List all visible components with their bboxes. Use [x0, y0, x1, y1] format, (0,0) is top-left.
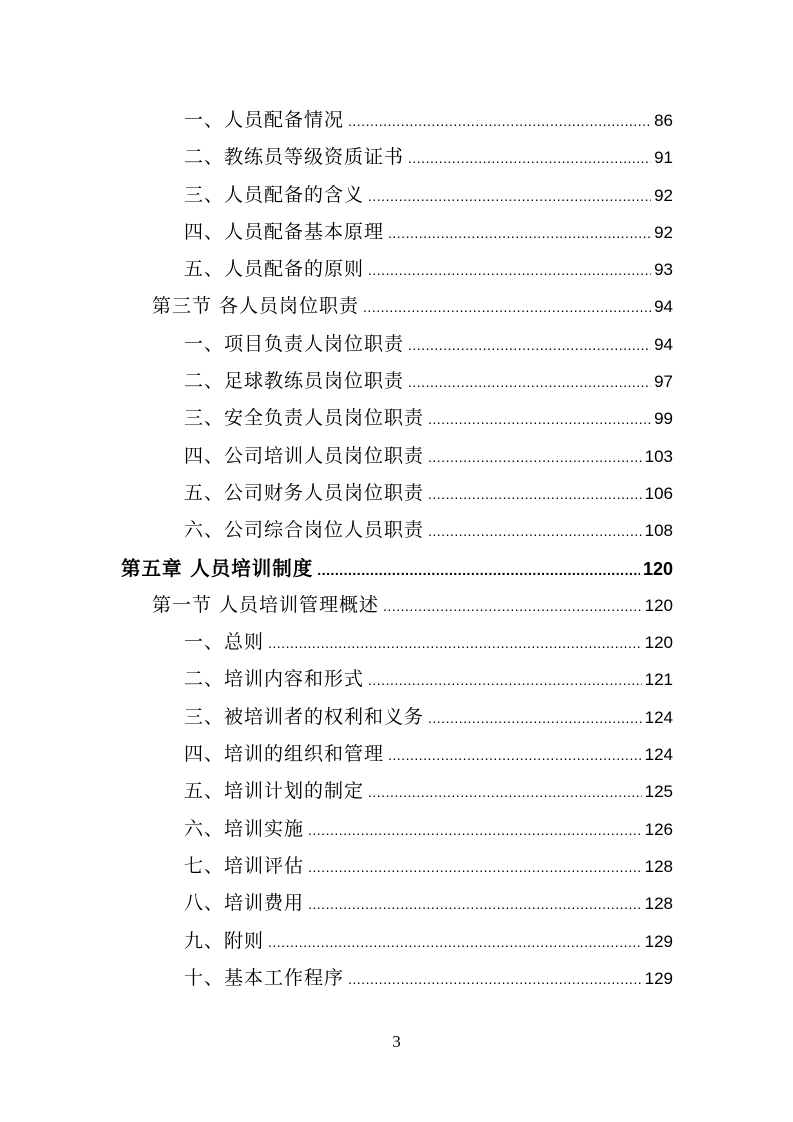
toc-section-entry[interactable] — [0, 587, 793, 624]
toc-section-entry[interactable] — [0, 288, 793, 325]
toc-entry[interactable] — [0, 624, 793, 661]
toc-entry-page: 97 — [654, 372, 673, 392]
toc-chapter-entry[interactable] — [0, 550, 793, 587]
toc-entry-page: 124 — [644, 745, 673, 765]
toc-entry-page: 103 — [644, 446, 673, 466]
toc-entry[interactable] — [0, 885, 793, 922]
toc-entry-page: 92 — [654, 222, 673, 242]
toc-entry-label: 三、安全负责人员岗位职责 — [184, 407, 425, 430]
toc-entry-label: 二、足球教练员岗位职责 — [184, 370, 405, 393]
toc-entry[interactable] — [0, 326, 793, 363]
toc-dot-leader — [388, 215, 651, 252]
toc-dot-leader — [368, 178, 651, 215]
toc-entry-label: 七、培训评估 — [184, 854, 305, 877]
toc-dot-leader — [317, 552, 640, 589]
toc-entry-label: 一、总则 — [184, 631, 265, 654]
toc-dot-leader — [268, 625, 642, 662]
toc-dot-leader — [368, 662, 642, 699]
table-of-contents — [0, 102, 793, 997]
toc-entry[interactable] — [0, 177, 793, 214]
toc-dot-leader — [428, 476, 642, 513]
toc-entry[interactable] — [0, 475, 793, 512]
toc-entry-page: 121 — [644, 670, 673, 690]
toc-entry[interactable] — [0, 699, 793, 736]
toc-entry-page: 86 — [654, 111, 673, 130]
toc-entry-page: 93 — [654, 260, 673, 280]
toc-entry-label: 八、培训费用 — [184, 892, 305, 915]
toc-entry[interactable] — [0, 773, 793, 810]
toc-entry-page: 129 — [644, 968, 673, 988]
toc-entry-page: 120 — [644, 595, 673, 615]
page-number: 3 — [392, 1032, 401, 1051]
toc-entry[interactable] — [0, 512, 793, 549]
toc-entry-page: 125 — [644, 782, 673, 802]
toc-entry-label: 第五章 人员培训制度 — [121, 556, 314, 580]
toc-entry[interactable] — [0, 363, 793, 400]
toc-entry[interactable] — [0, 251, 793, 288]
toc-entry[interactable] — [0, 400, 793, 437]
toc-entry-page: 108 — [644, 521, 673, 541]
toc-entry-page: 120 — [642, 558, 673, 579]
toc-entry[interactable] — [0, 736, 793, 773]
toc-entry[interactable] — [0, 661, 793, 698]
toc-entry[interactable] — [0, 214, 793, 251]
toc-entry[interactable] — [0, 960, 793, 997]
toc-entry-page: 128 — [644, 856, 673, 876]
toc-entry-label: 四、人员配备基本原理 — [184, 220, 385, 243]
toc-dot-leader — [428, 401, 651, 438]
toc-entry[interactable] — [0, 139, 793, 176]
toc-entry-page: 124 — [644, 707, 673, 727]
toc-entry-page: 92 — [654, 185, 673, 205]
toc-entry-page: 106 — [644, 483, 673, 503]
toc-dot-leader — [268, 924, 642, 961]
toc-entry-label: 四、培训的组织和管理 — [184, 743, 385, 766]
toc-dot-leader — [308, 812, 642, 849]
toc-dot-leader — [428, 439, 642, 476]
toc-entry-page: 91 — [654, 148, 673, 168]
toc-dot-leader — [408, 140, 651, 177]
toc-entry-label: 一、人员配备情况 — [184, 109, 345, 131]
toc-entry-label: 二、培训内容和形式 — [184, 668, 365, 691]
toc-entry-page: 99 — [654, 409, 673, 429]
toc-dot-leader — [368, 774, 642, 811]
toc-entry-page: 94 — [654, 297, 673, 317]
toc-dot-leader — [368, 252, 651, 289]
toc-entry-page: 129 — [644, 931, 673, 951]
toc-entry[interactable] — [0, 923, 793, 960]
toc-entry-label: 五、培训计划的制定 — [184, 780, 365, 803]
toc-entry[interactable] — [0, 102, 793, 139]
toc-entry-label: 第三节 各人员岗位职责 — [152, 295, 360, 318]
toc-dot-leader — [388, 737, 642, 774]
toc-entry-label: 九、附则 — [184, 929, 265, 952]
toc-dot-leader — [308, 886, 642, 923]
toc-dot-leader — [308, 849, 642, 886]
toc-dot-leader — [428, 513, 642, 550]
toc-dot-leader — [428, 700, 642, 737]
toc-entry-label: 十、基本工作程序 — [184, 966, 345, 989]
toc-entry-page: 120 — [644, 633, 673, 653]
toc-entry-label: 第一节 人员培训管理概述 — [152, 593, 380, 616]
toc-entry-label: 五、人员配备的原则 — [184, 258, 365, 281]
toc-dot-leader — [408, 327, 651, 364]
toc-entry-page: 94 — [654, 334, 673, 354]
toc-entry[interactable] — [0, 438, 793, 475]
toc-dot-leader — [383, 588, 642, 625]
toc-entry[interactable] — [0, 848, 793, 885]
toc-entry-page: 126 — [644, 819, 673, 839]
toc-entry-label: 三、被培训者的权利和义务 — [184, 705, 425, 728]
toc-dot-leader — [408, 364, 651, 401]
toc-entry-label: 六、公司综合岗位人员职责 — [184, 519, 425, 542]
toc-entry-label: 六、培训实施 — [184, 817, 305, 840]
toc-dot-leader — [363, 289, 651, 326]
toc-entry-label: 一、项目负责人岗位职责 — [184, 332, 405, 355]
toc-entry-label: 五、公司财务人员岗位职责 — [184, 481, 425, 504]
toc-dot-leader — [348, 961, 642, 998]
toc-entry-label: 三、人员配备的含义 — [184, 183, 365, 206]
toc-entry-page: 128 — [644, 894, 673, 914]
toc-entry-label: 二、教练员等级资质证书 — [184, 146, 405, 169]
toc-dot-leader — [348, 103, 651, 140]
toc-entry-label: 四、公司培训人员岗位职责 — [184, 444, 425, 467]
toc-entry[interactable] — [0, 811, 793, 848]
